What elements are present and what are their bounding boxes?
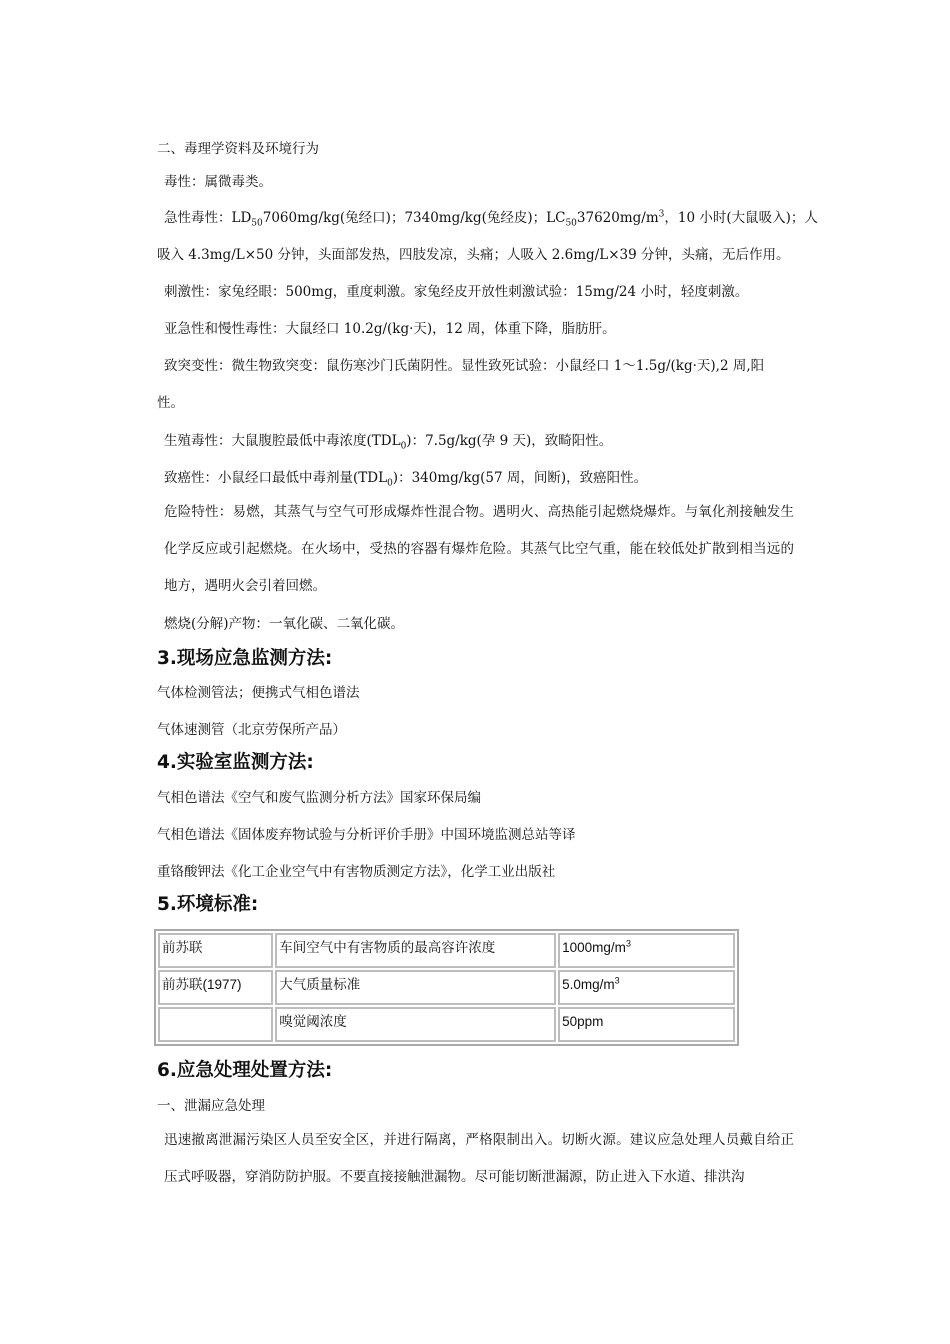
irritation-line: 刺激性：家兔经眼：500mg，重度刺激。家兔经皮开放性刺激试验：15mg/24 小时，轻度刺激。 xyxy=(164,284,749,300)
combustion-products-line: 燃烧(分解)产物：一氧化碳、二氧化碳。 xyxy=(164,616,405,632)
toxicology-section-title: 二、毒理学资料及环境行为 xyxy=(157,141,319,157)
mutagenicity-line1: 致突变性：微生物致突变：鼠伤寒沙门氏菌阴性。显性致死试验：小鼠经口 1～1.5g/(kg·天),2 周,阳 xyxy=(164,358,765,374)
standard-value-cell: $1000mg/m^3$ xyxy=(558,933,735,968)
standard-value-cell: 50ppm xyxy=(558,1007,735,1042)
standard-item-cell: 嗅觉阈浓度 xyxy=(275,1007,556,1042)
standard-source-cell: 前苏联 xyxy=(158,933,273,968)
table-row xyxy=(158,970,735,1005)
standard-item-cell: 大气质量标准 xyxy=(275,970,556,1005)
toxicity-line: 毒性：属微毒类。 xyxy=(164,174,272,190)
emergency-paragraph: 迅速撤离泄漏污染区人员至安全区，并进行隔离，严格限制出入。切断火源。建议应急处理人员戴自给正压式呼吸器，穿消防防护服。不要直接接触泄漏物。尽可能切断泄漏源，防止进入下水道、排洪沟 xyxy=(164,1132,794,1185)
emergency-heading: 6.应急处理处置方法: xyxy=(157,1060,333,1081)
field-monitoring-line2: 气体速测管（北京劳保所产品） xyxy=(157,722,346,738)
lab-monitoring-line2: 气相色谱法《固体废弃物试验与分析评价手册》中国环境监测总站等译 xyxy=(157,827,576,843)
field-monitoring-line1: 气体检测管法；便携式气相色谱法 xyxy=(157,685,360,701)
acute-toxicity-line2: 吸入 4.3mg/L×50 分钟，头面部发热，四肢发凉，头痛；人吸入 2.6mg/L×39 分钟，头痛，无后作用。 xyxy=(157,247,790,263)
mutagenicity-line2: 性。 xyxy=(157,395,184,411)
standard-source-cell xyxy=(158,1007,273,1042)
lab-monitoring-heading: 4.实验室监测方法: xyxy=(157,752,314,773)
standard-item-cell: 车间空气中有害物质的最高容许浓度 xyxy=(275,933,556,968)
standards-table xyxy=(154,929,739,1046)
reproductive-toxicity-line: 生殖毒性：大鼠腹腔最低中毒浓度$(TDL_0)$：7.5g/kg(孕 9 天)，致畸阳性。 xyxy=(164,433,613,452)
standards-heading: 5.环境标准: xyxy=(157,894,259,915)
carcinogenicity-line: 致癌性：小鼠经口最低中毒剂量$(TDL_0)$：340mg/kg(57 周，间断)，致癌阳性。 xyxy=(164,470,648,489)
table-row xyxy=(158,933,735,968)
hazard-paragraph: 危险特性：易燃，其蒸气与空气可形成爆炸性混合物。遇明火、高热能引起燃烧爆炸。与氧化剂接触发生化学反应或引起燃烧。在火场中，受热的容器有爆炸危险。其蒸气比空气重，能在较低处扩散到相当远的地方，遇明火会引着回燃。 xyxy=(164,504,794,594)
lab-monitoring-line1: 气相色谱法《空气和废气监测分析方法》国家环保局编 xyxy=(157,790,481,806)
emergency-sub-heading: 一、泄漏应急处理 xyxy=(157,1098,265,1114)
acute-toxicity-line1: 急性毒性：$LD_{50}7060mg/kg$(兔经口)；7340mg/kg(兔经皮)；$LC_{50}37620mg/m^3$，10 小时(大鼠吸入)；人 xyxy=(164,209,818,229)
subacute-line: 亚急性和慢性毒性：大鼠经口 10.2g/(kg·天)，12 周，体重下降，脂肪肝。 xyxy=(164,321,616,337)
table-row xyxy=(158,1007,735,1042)
standard-source-cell: 前苏联(1977) xyxy=(158,970,273,1005)
lab-monitoring-line3: 重铬酸钾法《化工企业空气中有害物质测定方法》，化学工业出版社 xyxy=(157,864,556,880)
standard-value-cell: $5.0mg/m^3$ xyxy=(558,970,735,1005)
field-monitoring-heading: 3.现场应急监测方法: xyxy=(157,648,333,669)
